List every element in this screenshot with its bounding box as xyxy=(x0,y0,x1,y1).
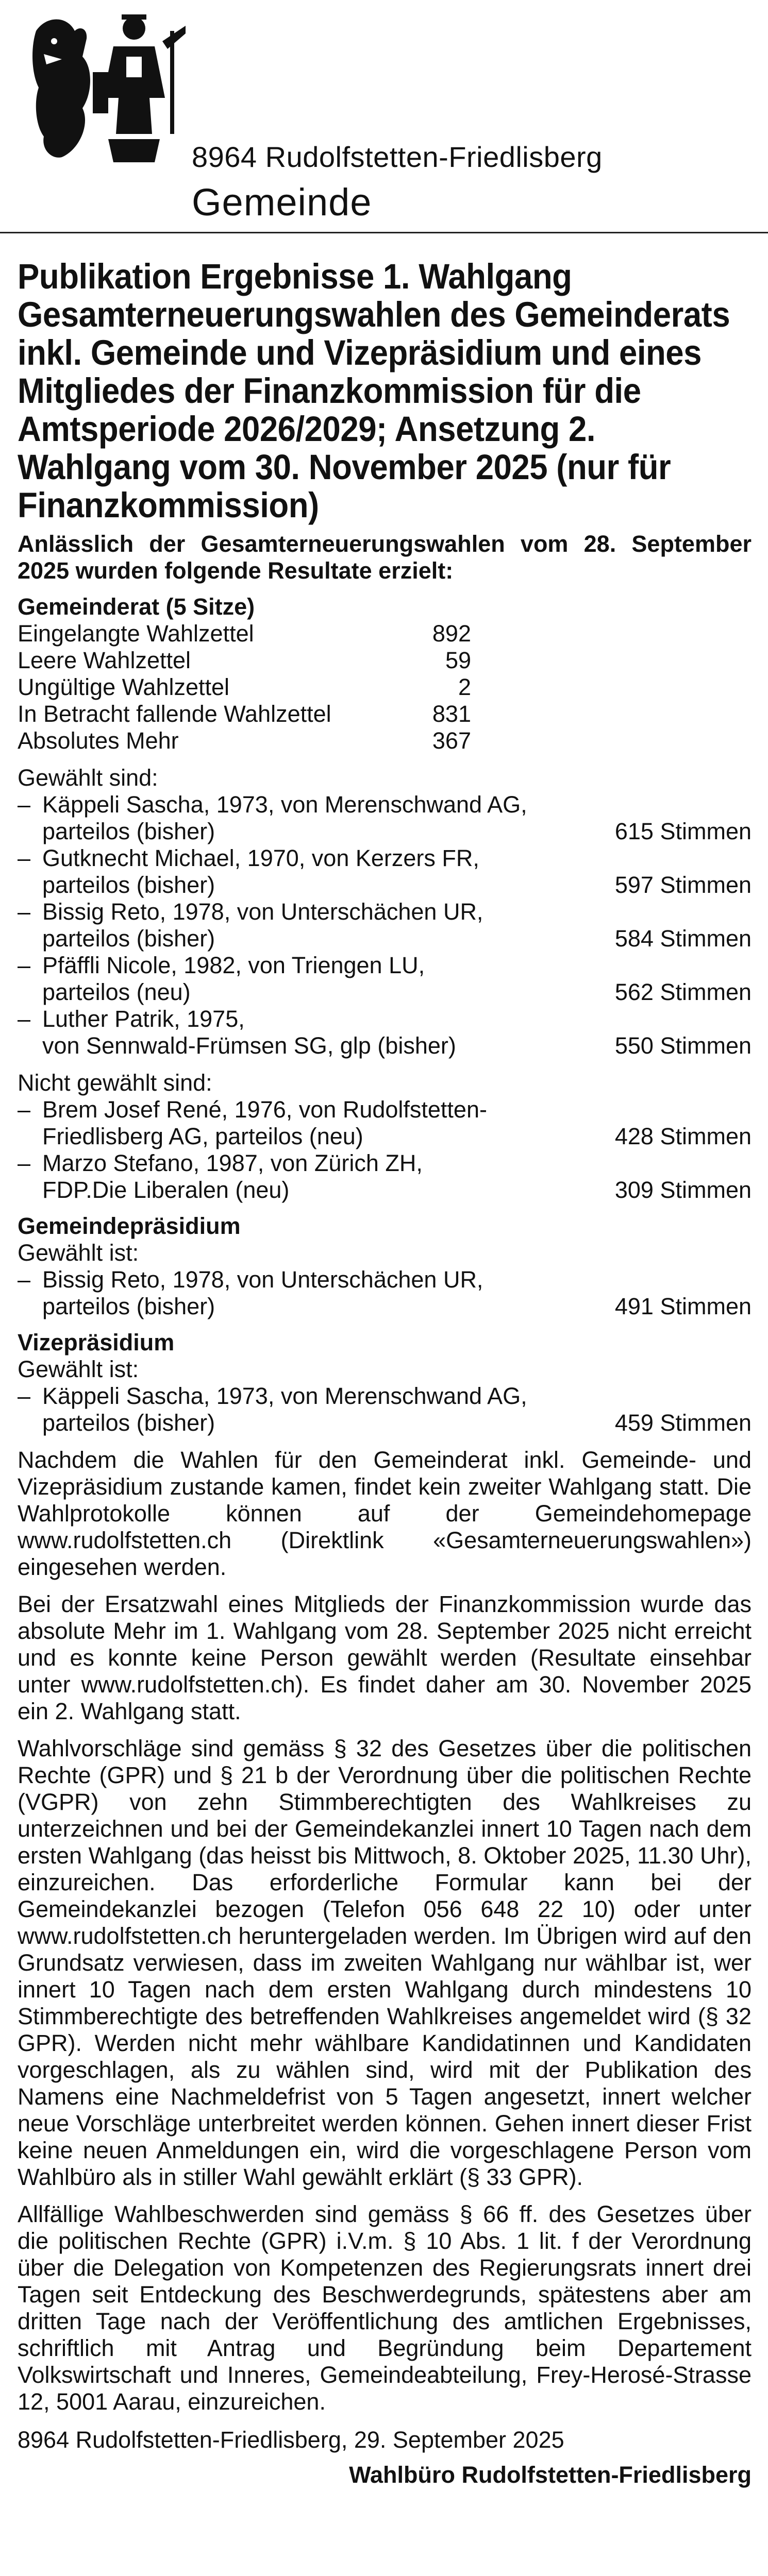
elected-label: Gewählt ist: xyxy=(18,1240,139,1266)
stat-value: 59 xyxy=(445,647,471,673)
header-divider xyxy=(0,232,768,233)
publication-title: Publikation Ergebnisse 1. Wahlgang Gesamterneuerungswahlen des Gemeinderats inkl. Gemeinde und Vizepräsidium und eines Mitgliedes der Finanzkommission für die Amtsperiode 2026/2029; Ansetzung 2. Wahlgang vom 30. November 2025 (nur für Finanzkommission) xyxy=(18,257,730,525)
stat-label: Leere Wahlzettel xyxy=(18,647,191,673)
stat-value: 831 xyxy=(432,701,471,727)
candidate-votes: 459 Stimmen xyxy=(614,1410,752,1436)
candidate-entry: – Marzo Stefano, 1987, von Zürich ZH, FDP.Die Liberalen (neu) 309 Stimmen xyxy=(18,1150,752,1203)
body-paragraph: Nachdem die Wahlen für den Gemeinderat inkl. Gemeinde- und Vizepräsidium zustande kamen, findet kein zweiter Wahlgang statt. Die Wahlprotokolle können auf der Gemeindehomepage www.rudolfstetten.ch (Direktlink «Gesamterneuerungswahlen») eingesehen werden. xyxy=(18,1447,752,1580)
candidate-entry: – Gutknecht Michael, 1970, von Kerzers FR, parteilos (bisher) 597 Stimmen xyxy=(18,845,752,898)
candidate-line1: Brem Josef René, 1976, von Rudolfstetten- xyxy=(42,1096,487,1123)
publication-content xyxy=(18,258,752,2488)
stat-label: Ungültige Wahlzettel xyxy=(18,674,230,700)
header xyxy=(0,0,768,227)
municipal-crest-logo xyxy=(31,10,191,165)
candidate-line2: FDP.Die Liberalen (neu) xyxy=(42,1177,290,1203)
candidate-votes: 550 Stimmen xyxy=(614,1032,752,1059)
candidate-line1: Bissig Reto, 1978, von Unterschächen UR, xyxy=(42,899,483,925)
ballot-stats xyxy=(18,620,752,754)
stat-row xyxy=(18,674,752,701)
stat-label: Eingelangte Wahlzettel xyxy=(18,620,254,647)
candidate-line2: parteilos (bisher) xyxy=(42,1293,215,1319)
candidate-entry: – Brem Josef René, 1976, von Rudolfstetten- Friedlisberg AG, parteilos (neu) 428 Stimmen xyxy=(18,1096,752,1149)
place-and-date: 8964 Rudolfstetten-Friedlisberg, 29. September 2025 xyxy=(18,2427,564,2453)
candidate-line2: parteilos (bisher) xyxy=(42,925,215,952)
candidate-line2: von Sennwald-Frümsen SG, glp (bisher) xyxy=(42,1032,456,1059)
candidate-entry: – Luther Patrik, 1975, von Sennwald-Frümsen SG, glp (bisher) 550 Stimmen xyxy=(18,1006,752,1059)
stat-row xyxy=(18,620,752,647)
candidate-line2: parteilos (bisher) xyxy=(42,1410,215,1436)
gemeinderat-heading: Gemeinderat (5 Sitze) xyxy=(18,594,255,620)
body-paragraph: Wahlvorschläge sind gemäss § 32 des Gesetzes über die politischen Rechte (GPR) und § 21 b der Verordnung über die politischen Rechte (VGPR) von zehn Stimmberechtigten des Wahlkreises zu unterzeichnen und bei der Gemeindekanzlei innert 10 Tagen nach dem ersten Wahlgang (das heisst bis Mittwoch, 8. Oktober 2025, 11.30 Uhr), einzureichen. Das erforderliche Formular kann bei der Gemeindekanzlei bezogen (Telefon 056 648 22 10) oder unter www.rudolfstetten.ch heruntergeladen werden. Im Übrigen wird auf den Grundsatz verwiesen, dass im zweiten Wahlgang nur wählbar ist, wer innert 10 Tagen nach dem ersten Wahlgang durch mindestens 10 Stimmberechtigte des betreffenden Wahlkreises angemeldet wird (§ 32 GPR). Werden nicht mehr wählbare Kandidatinnen und Kandidaten vorgeschlagen, als zu wählen sind, wird mit der Publikation des Namens eine Nachmeldefrist von 5 Tagen angesetzt, innert welcher neue Vorschläge unterbreitet werden können. Gehen innert dieser Frist keine neuen Anmeldungen ein, wird die vorgeschlagene Person vom Wahlbüro als in stiller Wahl gewählt erklärt (§ 33 GPR). xyxy=(18,1735,752,2190)
stat-label: Absolutes Mehr xyxy=(18,727,179,754)
candidate-line2: parteilos (bisher) xyxy=(42,872,215,898)
stat-row xyxy=(18,701,752,727)
candidate-line1: Luther Patrik, 1975, xyxy=(42,1006,245,1032)
vizepraesidium-heading: Vizepräsidium xyxy=(18,1329,175,1355)
candidate-votes: 428 Stimmen xyxy=(614,1123,752,1149)
candidate-line1: Pfäffli Nicole, 1982, von Triengen LU, xyxy=(42,952,425,978)
candidate-entry: – Pfäffli Nicole, 1982, von Triengen LU, parteilos (neu) 562 Stimmen xyxy=(18,952,752,1005)
candidate-line1: Käppeli Sascha, 1973, von Merenschwand AG, xyxy=(42,1383,527,1409)
municipality-postal-line: 8964 Rudolfstetten-Friedlisberg xyxy=(192,141,603,173)
stat-row xyxy=(18,647,752,674)
not-elected-label: Nicht gewählt sind: xyxy=(18,1070,212,1096)
candidate-entry: – Käppeli Sascha, 1973, von Merenschwand AG, parteilos (bisher) 615 Stimmen xyxy=(18,791,752,844)
stat-value: 367 xyxy=(432,727,471,754)
candidate-votes: 491 Stimmen xyxy=(614,1293,752,1319)
candidate-votes: 597 Stimmen xyxy=(614,872,752,898)
candidate-entry: – Bissig Reto, 1978, von Unterschächen UR, parteilos (bisher) 491 Stimmen xyxy=(18,1266,752,1319)
stat-value: 892 xyxy=(432,620,471,647)
body-paragraph: Bei der Ersatzwahl eines Mitglieds der Finanzkommission wurde das absolute Mehr im 1. Wahlgang vom 28. September 2025 nicht erreicht und es konnte keine Person gewählt werden (Resultate einsehbar unter www.rudolfstetten.ch). Es findet daher am 30. November 2025 ein 2. Wahlgang statt. xyxy=(18,1591,752,1724)
body-paragraph: Allfällige Wahlbeschwerden sind gemäss § 66 ff. des Gesetzes über die politischen Rechte (GPR) i.V.m. § 10 Abs. 1 lit. f der Verordnung über die Delegation von Kompetenzen des Regierungsrats innert drei Tagen seit Entdeckung des Beschwerdegrunds, spätestens aber am dritten Tage nach der Veröffentlichung des amtlichen Ergebnisses, schriftlich mit Antrag und Begründung beim Departement Volkswirtschaft und Inneres, Gemeindeabteilung, Frey-Herosé-Strasse 12, 5001 Aarau, einzureichen. xyxy=(18,2201,752,2415)
candidate-votes: 584 Stimmen xyxy=(614,925,752,952)
candidate-entry: – Käppeli Sascha, 1973, von Merenschwand AG, parteilos (bisher) 459 Stimmen xyxy=(18,1383,752,1436)
candidate-line1: Marzo Stefano, 1987, von Zürich ZH, xyxy=(42,1150,423,1176)
signature: Wahlbüro Rudolfstetten-Friedlisberg xyxy=(349,2462,752,2488)
candidate-line2: parteilos (bisher) xyxy=(42,818,215,844)
candidate-line2: Friedlisberg AG, parteilos (neu) xyxy=(42,1123,363,1149)
stat-label: In Betracht fallende Wahlzettel xyxy=(18,701,331,727)
stat-value: 2 xyxy=(458,674,471,700)
lead-paragraph: Anlässlich der Gesamterneuerungswahlen vom 28. September 2025 wurden folgende Resultate erzielt: xyxy=(18,531,752,584)
candidate-entry: – Bissig Reto, 1978, von Unterschächen UR, parteilos (bisher) 584 Stimmen xyxy=(18,899,752,952)
municipality-label: Gemeinde xyxy=(192,181,372,224)
elected-label: Gewählt ist: xyxy=(18,1356,139,1382)
candidate-votes: 309 Stimmen xyxy=(614,1177,752,1203)
candidate-line1: Bissig Reto, 1978, von Unterschächen UR, xyxy=(42,1266,483,1293)
candidate-votes: 615 Stimmen xyxy=(614,818,752,844)
stat-row xyxy=(18,727,752,754)
gemeindepraesidium-heading: Gemeindepräsidium xyxy=(18,1213,241,1239)
elected-label: Gewählt sind: xyxy=(18,765,158,791)
candidate-line1: Käppeli Sascha, 1973, von Merenschwand AG, xyxy=(42,791,527,818)
candidate-line1: Gutknecht Michael, 1970, von Kerzers FR, xyxy=(42,845,479,871)
candidate-votes: 562 Stimmen xyxy=(614,979,752,1005)
candidate-line2: parteilos (neu) xyxy=(42,979,191,1005)
